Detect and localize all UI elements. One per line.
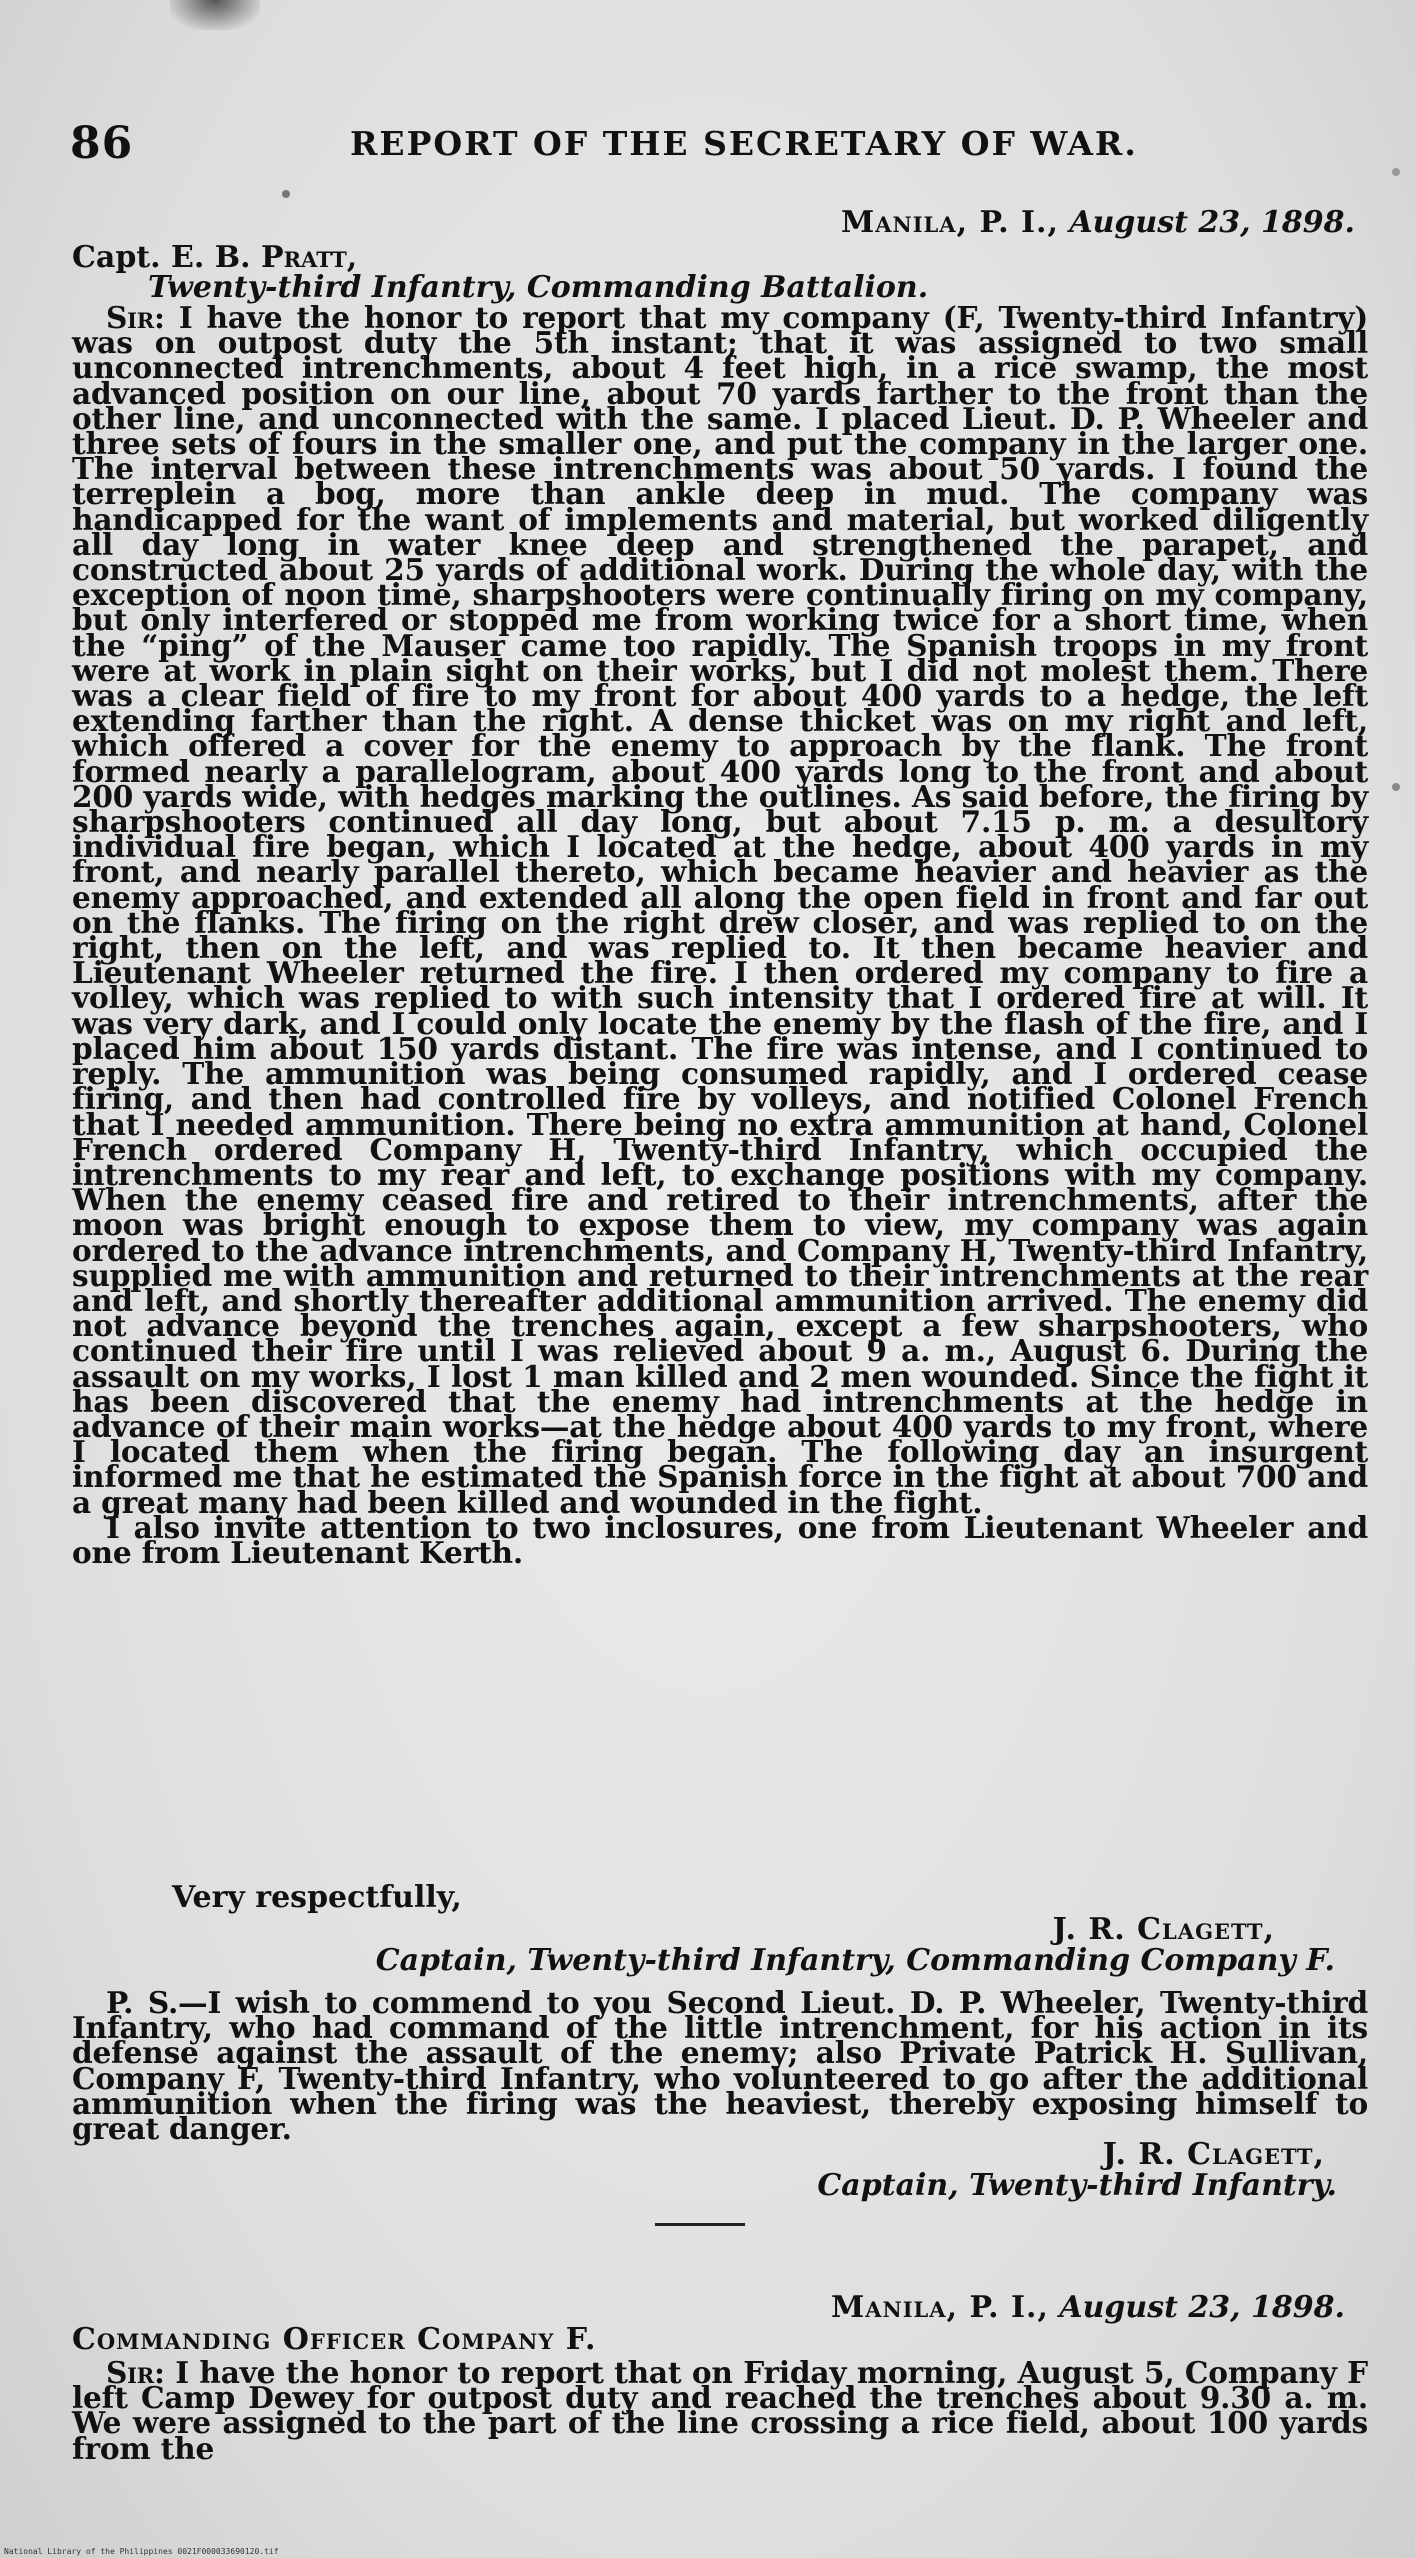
letter2-paragraph <box>72 2355 1368 2466</box>
ink-speck <box>1392 168 1400 176</box>
letter1-closing: Very respectfully, <box>172 1880 462 1915</box>
letter1-signature-title: Captain, Twenty-third Infantry, Commanding Company F. <box>375 1943 1335 1978</box>
letter1-signature: J. R. Clagett, <box>1052 1912 1275 1947</box>
letter1-body <box>72 300 1369 1570</box>
salutation: Sir: <box>106 2355 165 2390</box>
scan-edge-artifact <box>170 0 260 30</box>
letter2-addressee: Commanding Officer Company F. <box>72 2322 597 2357</box>
addressee-prefix: Capt. E. B. <box>72 240 251 275</box>
letter2-dateline <box>831 2290 1345 2325</box>
letter1-body-text: I have the honor to report that my company (F, Twenty-third Infantry) was on outpost duty the 5th instant; that it was assigned to two small unconnected intrenchments, about 4 feet high, in a rice swamp, the most advanced position on our line, about 70 yards farther to the front than the other line, and unconnected with the same. I placed Lieut. D. P. Wheeler and three sets of fours in the smaller one, and put the company in the larger one. The interval between these intrenchments was about 50 yards. I found the terreplein a bog, more than ankle deep in mud. The company was handicapped for the want of implements and material, but worked diligently all day long in water knee deep and strengthened the parapet, and constructed about 25 yards of additional work. During the whole day, with the exception of noon time, sharpshooters were continually firing on my company, but only interfered or stopped me from working twice for a short time, when the “ping” of the Mauser came too rapidly. The Spanish troops in my front were at work in plain sight on their works, but I did not molest them. There was a clear field of fire to my front for about 400 yards to a hedge, the left extending farther than the right. A dense thicket was on my right and left, which offered a cover for the enemy to approach by the flank. The front formed nearly a parallelogram, about 400 yards long to the front and about 200 yards wide, with hedges marking the outlines. As said before, the firing by sharpshooters continued all day long, but about 7.15 p. m. a desultory individual fire began, which I located at the hedge, about 400 yards in my front, and nearly parallel thereto, which became heavier and heavier as the enemy approached, and extended all along the open field in front and far out on the flanks. The firing on the right drew closer, and was replied to on the right, then on the left, and was replied to. It then became heavier and Lieutenant Wheeler returned the fire. I then ordered my company to fire a volley, which was replied to with such intensity that I ordered fire at will. It was very dark, and I could only locate the enemy by the flash of the fire, and I placed him about 150 yards distant. The fire was intense, and I continued to reply. The ammunition was being consumed rapidly, and I ordered cease firing, and then had controlled fire by volleys, and notified Colonel French that I needed ammunition. There being no extra ammunition at hand, Colonel French ordered Company H, Twenty-third Infantry, which occupied the intrenchments to my rear and left, to exchange positions with my company. When the enemy ceased fire and retired to their intrenchments, after the moon was bright enough to expose them to view, my company was again ordered to the advance intrenchments, and Company H, Twenty-third Infantry, supplied me with ammunition and returned to their intrenchments at the rear and left, and shortly thereafter additional ammunition arrived. The enemy did not advance beyond the trenches again, except a few sharpshooters, who continued their fire until I was relieved about 9 a. m., August 6. During the assault on my works, I lost 1 man killed and 2 men wounded. Since the fight it has been discovered that the enemy had intrenchments at the hedge in advance of their main works—at the hedge about 400 yards to my front, where I located them when the firing began. The following day an insurgent informed me that he estimated the Spanish force in the fight at about 700 and a great many had been killed and wounded in the fight. <box>72 300 1369 1520</box>
letter1-paragraph <box>72 300 1369 1520</box>
ps-signature-title: Captain, Twenty-third Infantry. <box>817 2168 1337 2203</box>
postscript <box>72 1985 1368 2147</box>
letter1-place: Manila, P. I., <box>841 205 1059 240</box>
section-divider <box>655 2223 745 2226</box>
postscript-text: P. S.—I wish to commend to you Second Lieut. D. P. Wheeler, Twenty-third Infantry, who had command of the little intrenchment, for his action in its defense against the assault of the enemy; also Private Patrick H. Sullivan, Company F, Twenty-third Infantry, who volunteered to go after the additional ammunition when the firing was the heaviest, thereby exposing himself to great danger. <box>72 1985 1368 2147</box>
ink-speck <box>1392 783 1400 791</box>
addressee-name: Pratt, <box>261 240 358 275</box>
letter1-date: August 23, 1898. <box>1069 205 1355 240</box>
page-number: 86 <box>70 118 134 169</box>
scan-footer: National Library of the Philippines 0021F000033690120.tif <box>4 2547 279 2556</box>
letter1-addressee-title: Twenty-third Infantry, Commanding Battalion. <box>148 270 929 305</box>
letter2-date: August 23, 1898. <box>1059 2290 1345 2325</box>
running-head: REPORT OF THE SECRETARY OF WAR. <box>350 124 1138 163</box>
ps-signature: J. R. Clagett, <box>1102 2137 1325 2172</box>
salutation: Sir: <box>106 300 165 335</box>
letter1-dateline <box>841 205 1355 240</box>
letter1-paragraph-2: I also invite attention to two inclosures, one from Lieutenant Wheeler and one from Lieutenant Kerth. <box>72 1509 1368 1570</box>
letter2-place: Manila, P. I., <box>831 2290 1049 2325</box>
ink-speck <box>282 190 290 198</box>
letter2-body <box>72 2355 1368 2466</box>
letter2-body-text: I have the honor to report that on Friday morning, August 5, Company F left Camp Dewey for outpost duty and reached the trenches about 9.30 a. m. We were assigned to the part of the line crossing a rice field, about 100 yards from the <box>72 2355 1368 2466</box>
